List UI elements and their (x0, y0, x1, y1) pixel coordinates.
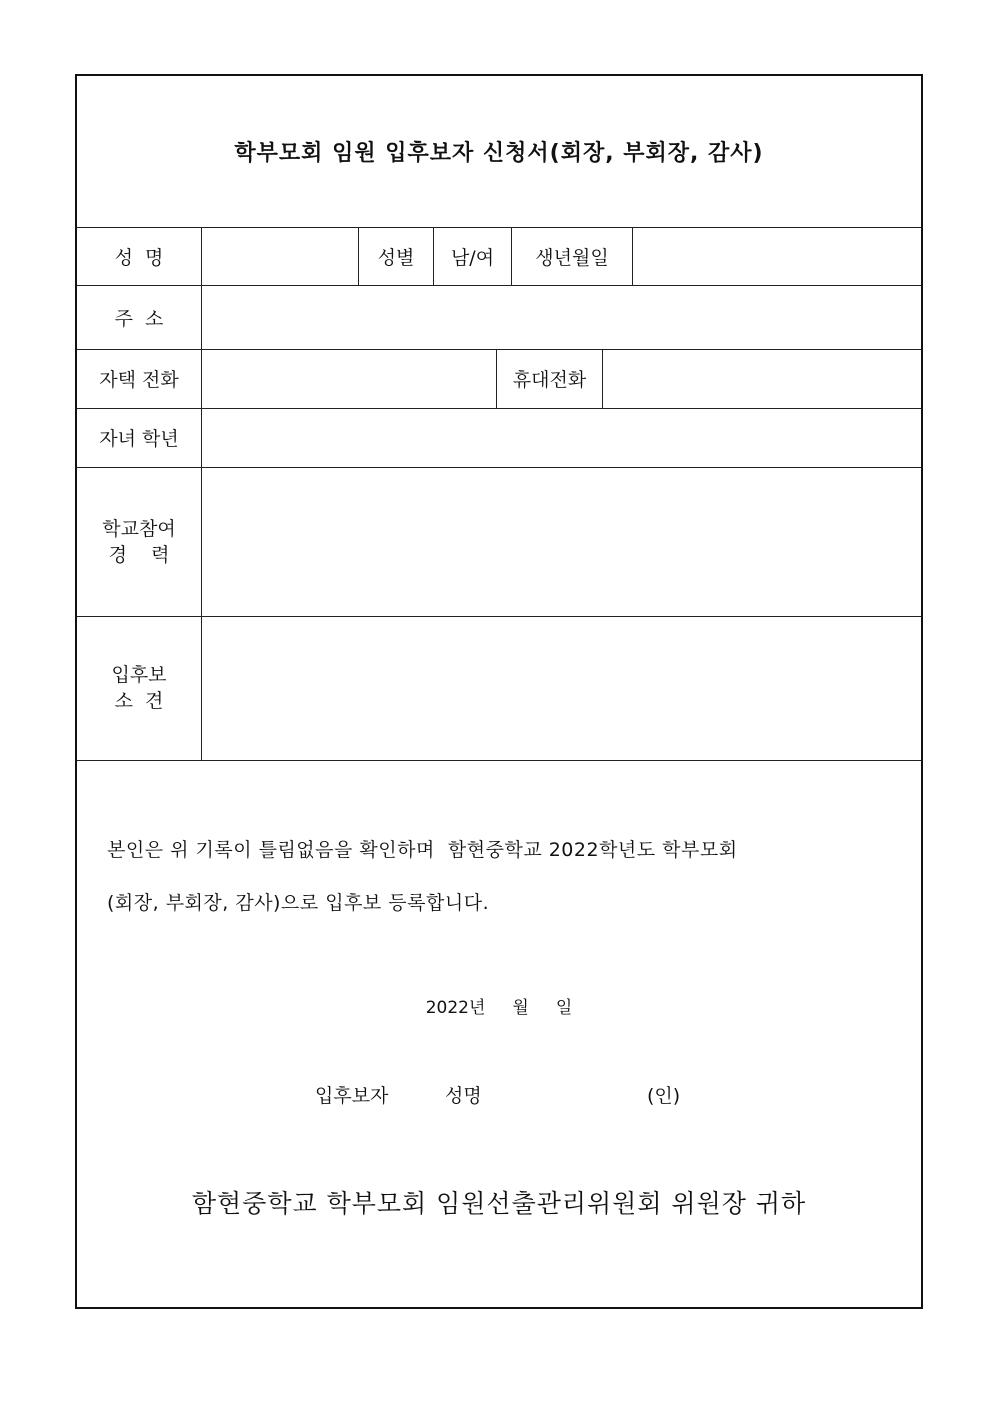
signature-name-field[interactable] (485, 1076, 645, 1106)
form-title: 학부모회 임원 입후보자 신청서(회장, 부회장, 감사) (234, 141, 764, 166)
application-form (75, 74, 923, 1309)
experience-label-line2: 경 력 (108, 543, 170, 566)
experience-field[interactable] (202, 467, 923, 616)
gender-label: 성별 (377, 246, 415, 269)
date-line (77, 993, 921, 1018)
home-phone-field[interactable] (202, 349, 496, 408)
declaration-line1: 본인은 위 기록이 틀림없음을 확인하며 함현중학교 2022학년도 학부모회 (107, 839, 738, 861)
birthdate-field[interactable] (633, 227, 923, 285)
seal-label: (인) (647, 1085, 681, 1107)
child-grade-field[interactable] (202, 408, 923, 467)
opinion-label-line1: 입후보 (111, 664, 167, 686)
opinion-label-line2: 소 견 (114, 690, 164, 712)
addressee: 함현중학교 학부모회 임원선출관리위원회 위원장 귀하 (191, 1189, 807, 1218)
experience-label (77, 467, 201, 616)
home-phone-label: 자택 전화 (99, 369, 179, 391)
declaration-line2: (회장, 부회장, 감사)으로 입후보 등록합니다. (107, 892, 490, 914)
date-month: 월 (512, 998, 529, 1018)
candidate-label: 입후보자 (315, 1085, 389, 1107)
address-label: 주 소 (114, 307, 164, 330)
experience-label-line1: 학교참여 (102, 517, 176, 540)
gender-field[interactable]: 남/여 (450, 246, 495, 269)
date-year: 2022년 (425, 998, 486, 1018)
mobile-field[interactable] (603, 349, 923, 408)
birthdate-label: 생년월일 (535, 246, 609, 269)
child-grade-label: 자녀 학년 (99, 428, 179, 450)
signature-name-label: 성명 (445, 1085, 482, 1107)
opinion-field[interactable] (202, 616, 923, 760)
name-field[interactable] (202, 227, 358, 285)
name-label: 성 명 (114, 246, 164, 269)
opinion-label (77, 616, 201, 760)
address-field[interactable] (202, 285, 923, 349)
divider (77, 760, 921, 761)
date-day: 일 (555, 998, 573, 1018)
mobile-label: 휴대전화 (512, 369, 587, 391)
